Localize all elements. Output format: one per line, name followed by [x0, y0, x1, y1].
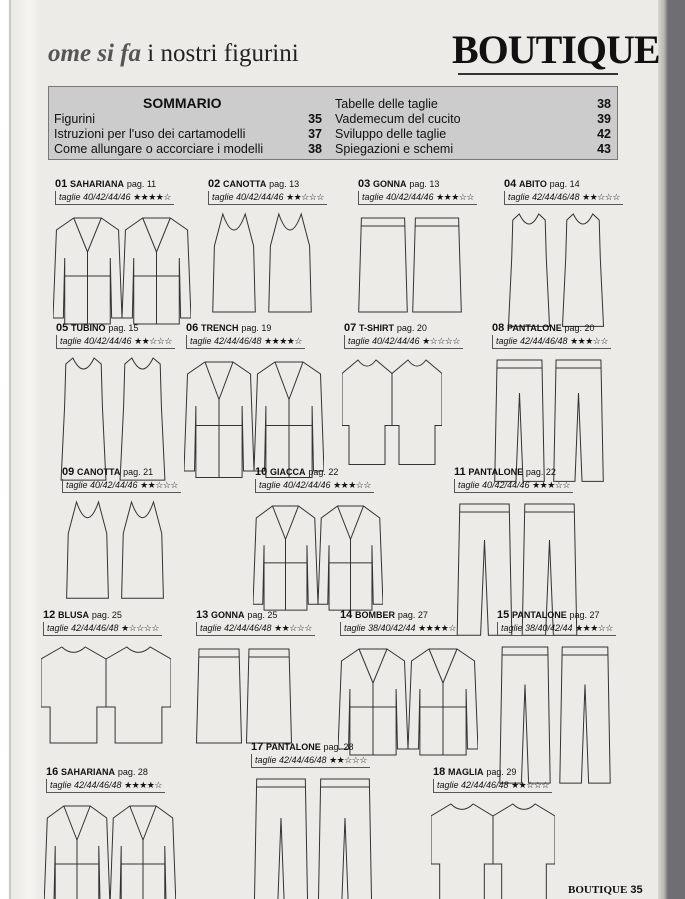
difficulty-stars: ★★☆☆☆ [134, 336, 172, 346]
toc-entry[interactable] [54, 112, 322, 127]
model-title [46, 766, 148, 778]
model-sizes-line [208, 191, 327, 205]
toc-entry-label: Vademecum del cucito [335, 112, 461, 126]
model-sizes: taglie 42/44/46/48 [200, 623, 272, 633]
model-name: PANTALONE [266, 742, 321, 752]
model-title [433, 766, 516, 778]
toc-entry[interactable] [335, 127, 611, 142]
model-code: 08 [492, 322, 505, 334]
model-name: BOMBER [355, 610, 396, 620]
back-view-sketch [120, 358, 165, 480]
model-title [56, 322, 138, 334]
model-page: pag. 13 [409, 179, 440, 189]
back-view-sketch [247, 649, 292, 743]
garment-sketch [60, 498, 170, 616]
model-page: pag. 28 [117, 767, 148, 777]
model-name: TRENCH [201, 323, 239, 333]
toc-entry-page: 39 [597, 112, 611, 126]
difficulty-stars: ★★★☆☆ [570, 336, 608, 346]
model-code: 16 [46, 766, 59, 778]
difficulty-stars: ★★☆☆☆ [329, 755, 367, 765]
toc-entry[interactable] [335, 112, 611, 127]
table-of-contents [48, 86, 618, 160]
model-page: pag. 28 [323, 742, 354, 752]
model-code: 12 [43, 609, 56, 621]
garment-sketch [495, 641, 615, 786]
model-sizes-line [196, 622, 315, 636]
model-sizes: taglie 42/44/46/48 [47, 623, 119, 633]
toc-entry[interactable] [54, 127, 322, 142]
difficulty-stars: ★★☆☆☆ [511, 780, 549, 790]
model-name: GONNA [373, 179, 407, 189]
model-sizes-line [497, 622, 616, 636]
model-sizes: taglie 42/44/46/48 [437, 780, 509, 790]
logo-underline [458, 73, 618, 75]
model-code: 05 [56, 322, 69, 334]
garment-sketch [184, 354, 324, 484]
model-code: 09 [62, 466, 75, 478]
garment-sketch [431, 798, 555, 899]
model-page: pag. 21 [123, 467, 154, 477]
model-sizes-line [344, 335, 463, 349]
model-sizes: taglie 40/42/44/46 [259, 480, 331, 490]
front-view-sketch [359, 218, 408, 312]
model-sizes-line [186, 335, 305, 349]
model-sizes: taglie 40/42/44/46 [348, 336, 420, 346]
garment-sketch [44, 798, 176, 899]
back-view-sketch [560, 647, 610, 783]
model-page: pag. 20 [564, 323, 595, 333]
front-view-sketch [338, 649, 408, 755]
model-sizes: taglie 42/44/46/48 [508, 192, 580, 202]
back-view-sketch [493, 804, 555, 899]
toc-entry[interactable] [54, 142, 322, 157]
back-view-sketch [122, 218, 191, 324]
front-view-sketch [67, 502, 109, 598]
model-title [497, 609, 600, 621]
model-sizes-line [358, 191, 477, 205]
model-title [55, 178, 156, 190]
model-name: ABITO [519, 179, 547, 189]
model-title [62, 466, 153, 478]
toc-entry[interactable] [335, 97, 611, 112]
model-page: pag. 11 [126, 179, 157, 189]
model-name: SAHARIANA [61, 767, 116, 777]
page-number: 35 [630, 884, 643, 896]
back-view-sketch [413, 218, 462, 312]
model-code: 04 [504, 178, 517, 190]
model-page: pag. 27 [569, 610, 600, 620]
page-heading [48, 40, 299, 68]
model-title [43, 609, 122, 621]
back-view-sketch [110, 806, 176, 899]
front-view-sketch [53, 218, 122, 324]
model-page: pag. 27 [397, 610, 428, 620]
difficulty-stars: ★★★★☆ [264, 336, 302, 346]
magazine-logo: BOUTIQUE [452, 27, 660, 72]
model-sizes: taglie 40/42/44/46 [212, 192, 284, 202]
model-name: SAHARIANA [70, 179, 125, 189]
front-view-sketch [342, 360, 392, 465]
toc-entry-label: Tabelle delle taglie [335, 97, 438, 111]
front-view-sketch [495, 360, 545, 481]
model-page: pag. 14 [549, 179, 580, 189]
model-name: GIACCA [270, 467, 306, 477]
model-name: TUBINO [71, 323, 106, 333]
model-sizes: taglie 40/42/44/46 [60, 336, 132, 346]
toc-entry-label: Come allungare o accorciare i modelli [54, 142, 264, 156]
model-title [255, 466, 338, 478]
model-sizes: taglie 38/40/42/44 [344, 623, 416, 633]
difficulty-stars: ★★★★☆ [124, 780, 162, 790]
left-page-edge [0, 0, 40, 899]
model-page: pag. 25 [91, 610, 122, 620]
back-view-sketch [318, 506, 383, 610]
model-sizes-line [62, 479, 181, 493]
garment-sketch [342, 354, 442, 484]
garment-sketch [53, 210, 191, 330]
model-code: 01 [55, 178, 68, 190]
toc-title: SOMMARIO [143, 95, 222, 111]
model-page: pag. 20 [396, 323, 427, 333]
front-view-sketch [500, 647, 550, 783]
back-view-sketch [269, 214, 312, 312]
model-sizes: taglie 40/42/44/46 [458, 480, 530, 490]
model-sizes: taglie 42/44/46/48 [190, 336, 262, 346]
page-footer [568, 884, 643, 896]
model-code: 13 [196, 609, 209, 621]
garment-sketch [206, 210, 318, 330]
model-title [196, 609, 277, 621]
model-page: pag. 29 [486, 767, 517, 777]
toc-entry[interactable] [335, 142, 611, 157]
toc-entry-label: Spiegazioni e schemi [335, 142, 454, 156]
back-view-sketch [392, 360, 442, 465]
heading-italic: ome si fa [48, 40, 142, 67]
front-view-sketch [253, 506, 318, 610]
front-view-sketch [41, 647, 106, 743]
difficulty-stars: ★★★★☆ [133, 192, 171, 202]
model-sizes-line [255, 479, 374, 493]
garment-sketch [249, 773, 377, 899]
model-sizes-line [251, 754, 370, 768]
model-sizes-line [454, 479, 573, 493]
model-title [344, 322, 427, 334]
garment-sketch [502, 210, 610, 330]
back-view-sketch [106, 647, 171, 743]
model-sizes: taglie 42/44/46/48 [496, 336, 568, 346]
model-sizes-line [56, 335, 175, 349]
model-sizes: taglie 38/40/42/44 [501, 623, 573, 633]
model-sizes-line [43, 622, 162, 636]
toc-entry-page: 43 [597, 142, 611, 156]
garment-sketch [356, 210, 464, 330]
back-view-sketch [562, 214, 603, 326]
model-code: 10 [255, 466, 268, 478]
model-name: BLUSA [58, 610, 90, 620]
model-sizes-line [340, 622, 459, 636]
model-title [492, 322, 595, 334]
difficulty-stars: ★☆☆☆☆ [422, 336, 460, 346]
model-name: T-SHIRT [359, 323, 395, 333]
model-name: PANTALONE [512, 610, 567, 620]
model-title [454, 466, 556, 478]
difficulty-stars: ★★☆☆☆ [274, 623, 312, 633]
heading-rest: i nostri figurini [141, 40, 299, 67]
difficulty-stars: ★★★☆☆ [532, 480, 570, 490]
footer-brand: BOUTIQUE [568, 884, 628, 896]
model-code: 03 [358, 178, 371, 190]
model-name: PANTALONE [507, 323, 562, 333]
model-code: 17 [251, 741, 264, 753]
front-view-sketch [431, 804, 493, 899]
front-view-sketch [44, 806, 110, 899]
model-sizes-line [46, 779, 165, 793]
model-title [340, 609, 428, 621]
model-sizes-line [492, 335, 611, 349]
toc-entry-page: 38 [597, 97, 611, 111]
model-code: 07 [344, 322, 357, 334]
garment-sketch [490, 354, 608, 484]
model-page: pag. 13 [269, 179, 300, 189]
garment-sketch [253, 498, 383, 616]
difficulty-stars: ★★☆☆☆ [286, 192, 324, 202]
model-sizes-line [433, 779, 552, 793]
model-sizes-line [55, 191, 174, 205]
model-page: pag. 25 [247, 610, 278, 620]
toc-entry-page: 42 [597, 127, 611, 141]
model-title [504, 178, 580, 190]
model-sizes-line [504, 191, 623, 205]
back-view-sketch [122, 502, 164, 598]
garment-sketch [54, 354, 172, 484]
model-title [208, 178, 299, 190]
back-view-sketch [254, 362, 324, 478]
difficulty-stars: ★★★☆☆ [333, 480, 371, 490]
front-view-sketch [254, 779, 308, 899]
model-sizes: taglie 42/44/46/48 [255, 755, 327, 765]
page-fold-line [9, 0, 11, 899]
model-code: 11 [454, 466, 466, 478]
model-sizes: taglie 40/42/44/46 [59, 192, 131, 202]
garment-sketch [41, 641, 171, 761]
model-name: CANOTTA [223, 179, 267, 189]
difficulty-stars: ★☆☆☆☆ [121, 623, 159, 633]
difficulty-stars: ★★★☆☆ [575, 623, 613, 633]
model-sizes: taglie 40/42/44/46 [66, 480, 138, 490]
front-view-sketch [197, 649, 242, 743]
back-view-sketch [408, 649, 478, 755]
model-code: 06 [186, 322, 199, 334]
model-page: pag. 22 [525, 467, 556, 477]
model-name: GONNA [211, 610, 245, 620]
model-page: pag. 15 [108, 323, 139, 333]
toc-entry-label: Istruzioni per l'uso dei cartamodelli [54, 127, 246, 141]
model-sizes: taglie 42/44/46/48 [50, 780, 122, 790]
toc-entry-page: 38 [308, 142, 322, 156]
model-name: MAGLIA [448, 767, 484, 777]
model-code: 14 [340, 609, 353, 621]
toc-entry-label: Figurini [54, 112, 95, 126]
difficulty-stars: ★★☆☆☆ [140, 480, 178, 490]
model-name: PANTALONE [468, 467, 524, 477]
toc-entry-page: 35 [308, 112, 322, 126]
back-view-sketch [318, 779, 372, 899]
model-code: 18 [433, 766, 446, 778]
front-view-sketch [61, 358, 106, 480]
model-sizes: taglie 40/42/44/46 [362, 192, 434, 202]
front-view-sketch [184, 362, 254, 478]
right-page-edge [658, 0, 685, 899]
model-code: 15 [497, 609, 510, 621]
difficulty-stars: ★★★☆☆ [436, 192, 474, 202]
model-title [251, 741, 354, 753]
model-code: 02 [208, 178, 221, 190]
toc-entry-page: 37 [308, 127, 322, 141]
model-page: pag. 22 [308, 467, 339, 477]
model-title [358, 178, 439, 190]
difficulty-stars: ★★☆☆☆ [582, 192, 620, 202]
front-view-sketch [213, 214, 256, 312]
toc-entry-label: Sviluppo delle taglie [335, 127, 447, 141]
garment-sketch [338, 641, 478, 761]
front-view-sketch [508, 214, 549, 326]
back-view-sketch [554, 360, 604, 481]
model-title [186, 322, 271, 334]
model-name: CANOTTA [77, 467, 121, 477]
difficulty-stars: ★★★★☆ [418, 623, 456, 633]
model-page: pag. 19 [241, 323, 272, 333]
